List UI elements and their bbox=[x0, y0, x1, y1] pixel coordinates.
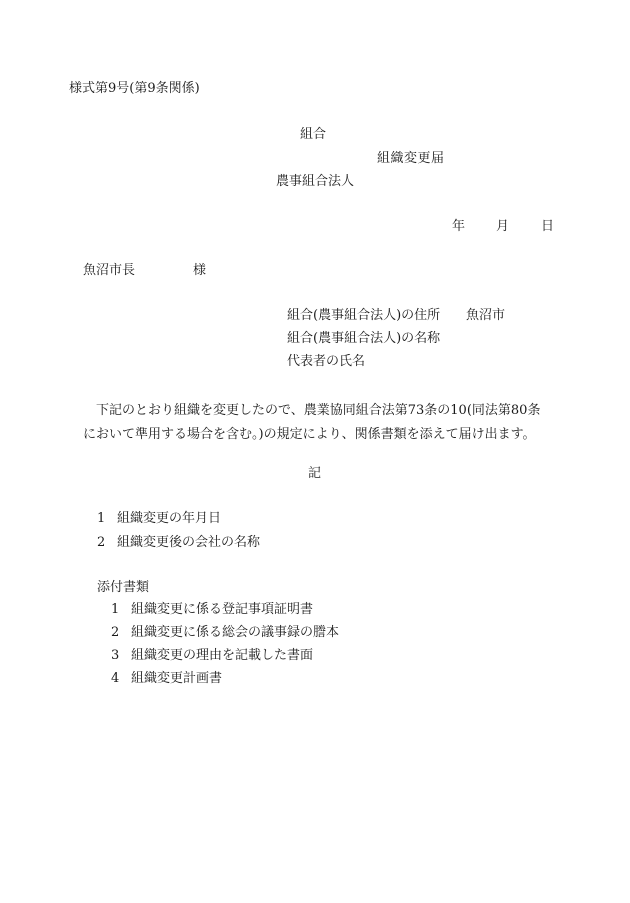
date-line bbox=[452, 219, 554, 235]
attachment-label: 組織変更に係る登記事項証明書 bbox=[131, 602, 314, 617]
sender-representative-label: 代表者の氏名 bbox=[287, 354, 366, 369]
list-item-label: 組織変更後の会社の名称 bbox=[117, 535, 261, 550]
attachments-heading: 添付書類 bbox=[97, 580, 150, 595]
attachment-label: 組織変更の理由を記載した書面 bbox=[131, 648, 314, 663]
attachment-item bbox=[111, 648, 313, 664]
attachment-number: 4 bbox=[111, 671, 120, 686]
sender-name-label: 組合(農事組合法人)の名称 bbox=[287, 331, 441, 346]
attachment-number: 3 bbox=[111, 648, 120, 663]
ki-heading: 記 bbox=[308, 466, 322, 481]
document-title: 組織変更届 bbox=[377, 151, 445, 166]
addressee-name: 魚沼市長 bbox=[83, 263, 136, 278]
list-item-number: 1 bbox=[97, 511, 106, 526]
date-day: 日 bbox=[541, 219, 555, 234]
body-paragraph: 下記のとおり組織を変更したので、農業協同組合法第73条の10(同法第80条において準用する場合を含む。)の規定により、関係書類を添えて届け出ます。 bbox=[83, 403, 541, 442]
attachment-label: 組織変更計画書 bbox=[131, 671, 223, 686]
date-month: 月 bbox=[496, 219, 510, 234]
attachment-item bbox=[111, 602, 313, 618]
addressee-honorific: 様 bbox=[193, 263, 207, 278]
date-year: 年 bbox=[452, 219, 466, 234]
sender-address bbox=[287, 308, 506, 324]
attachment-item bbox=[111, 671, 222, 687]
attachment-label: 組織変更に係る総会の議事録の謄本 bbox=[131, 625, 340, 640]
addressee bbox=[83, 263, 207, 279]
attachment-item bbox=[111, 625, 339, 641]
list-item bbox=[97, 535, 260, 551]
list-item bbox=[97, 511, 221, 527]
sender-address-value: 魚沼市 bbox=[466, 308, 506, 323]
title-nouji-kumiai: 農事組合法人 bbox=[276, 174, 355, 189]
list-item-label: 組織変更の年月日 bbox=[117, 511, 222, 526]
attachment-number: 2 bbox=[111, 625, 120, 640]
attachment-number: 1 bbox=[111, 602, 120, 617]
sender-address-label: 組合(農事組合法人)の住所 bbox=[287, 308, 441, 323]
form-number: 様式第9号(第9条関係) bbox=[69, 81, 200, 96]
title-kumiai: 組合 bbox=[300, 127, 327, 142]
list-item-number: 2 bbox=[97, 535, 106, 550]
